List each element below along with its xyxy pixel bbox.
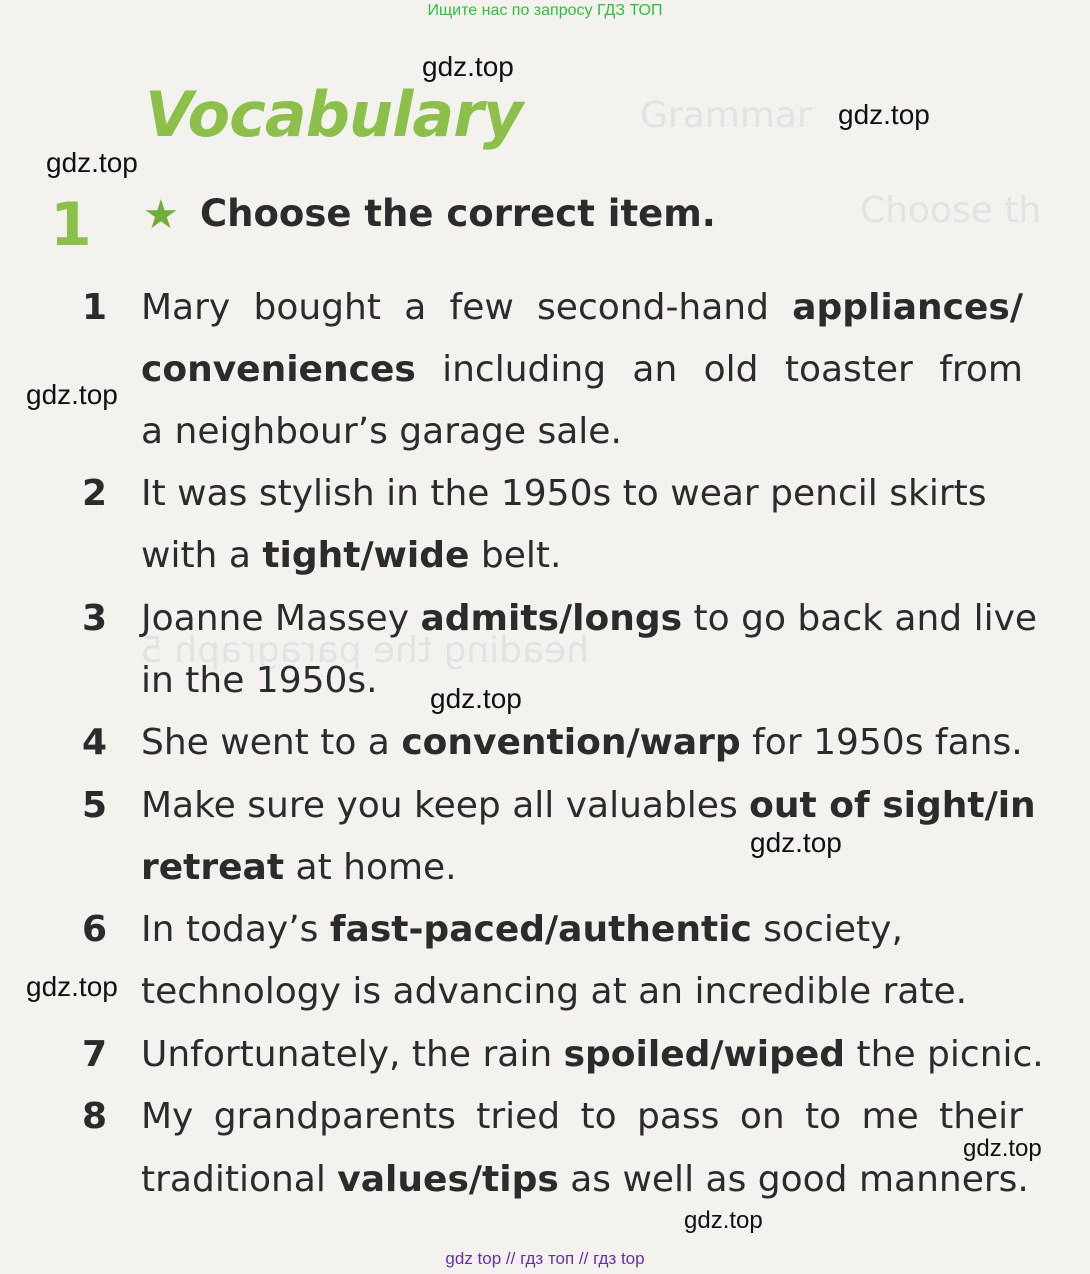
item-line: in the 1950s. bbox=[141, 660, 378, 701]
item-line: Unfortunately, the rain spoiled/wiped the picnic. bbox=[141, 1034, 1044, 1075]
answer-option: conveniences bbox=[141, 349, 416, 390]
item-number: 7 bbox=[82, 1034, 108, 1075]
item-line: Mary bought a few second-hand appliances/ bbox=[141, 287, 1023, 328]
watermark: gdz.top bbox=[963, 1135, 1042, 1162]
item-line: Joanne Massey admits/longs to go back and live bbox=[141, 598, 1038, 639]
watermark: gdz.top bbox=[430, 683, 522, 714]
exercise-instruction: Choose the correct item. bbox=[200, 192, 716, 235]
item-number: 6 bbox=[82, 909, 108, 950]
item-line: My grandparents tried to pass on to me their bbox=[141, 1096, 1023, 1137]
watermark: gdz.top bbox=[46, 147, 138, 178]
item-line: conveniences including an old toaster from bbox=[141, 349, 1023, 390]
answer-option: appliances/ bbox=[792, 287, 1023, 328]
answer-option: spoiled/wiped bbox=[563, 1034, 846, 1075]
item-line: She went to a convention/warp for 1950s fans. bbox=[141, 722, 1023, 763]
item-number: 4 bbox=[82, 722, 108, 763]
item-number: 8 bbox=[82, 1096, 108, 1137]
answer-option: out of sight/in bbox=[749, 785, 1036, 826]
item-line: a neighbour’s garage sale. bbox=[141, 411, 622, 452]
answer-option: tight/wide bbox=[262, 535, 470, 576]
answer-option: fast-paced/authentic bbox=[329, 909, 752, 950]
watermark: gdz.top bbox=[26, 971, 118, 1002]
watermark: gdz.top bbox=[26, 379, 118, 410]
item-line: In today’s fast-paced/authentic society, bbox=[141, 909, 903, 950]
item-line: with a tight/wide belt. bbox=[141, 535, 562, 576]
item-line: Make sure you keep all valuables out of sight/in bbox=[141, 785, 1036, 826]
answer-option: admits/longs bbox=[420, 598, 683, 639]
answer-option: retreat bbox=[141, 847, 285, 888]
answer-option: convention/warp bbox=[401, 722, 741, 763]
watermark: gdz.top bbox=[838, 99, 930, 130]
item-number: 3 bbox=[82, 598, 108, 639]
item-line: It was stylish in the 1950s to wear pencil skirts bbox=[141, 473, 987, 514]
answer-option: values/tips bbox=[337, 1159, 559, 1200]
watermark: gdz.top bbox=[422, 51, 514, 82]
section-title: Vocabulary bbox=[145, 78, 523, 151]
top-banner: Ищите нас по запросу ГДЗ ТОП bbox=[427, 2, 663, 19]
item-number: 1 bbox=[82, 287, 108, 328]
star-icon: ★ bbox=[143, 192, 179, 238]
watermark: gdz.top bbox=[684, 1207, 763, 1234]
item-line: technology is advancing at an incredible rate. bbox=[141, 971, 968, 1012]
watermark: gdz.top bbox=[750, 827, 842, 858]
item-number: 2 bbox=[82, 473, 108, 514]
item-number: 5 bbox=[82, 785, 108, 826]
item-line: retreat at home. bbox=[141, 847, 457, 888]
exercise-number: 1 bbox=[50, 190, 92, 260]
footer-links[interactable]: gdz top // гдз топ // гдз top bbox=[445, 1249, 645, 1268]
item-line: traditional values/tips as well as good manners. bbox=[141, 1159, 1029, 1200]
